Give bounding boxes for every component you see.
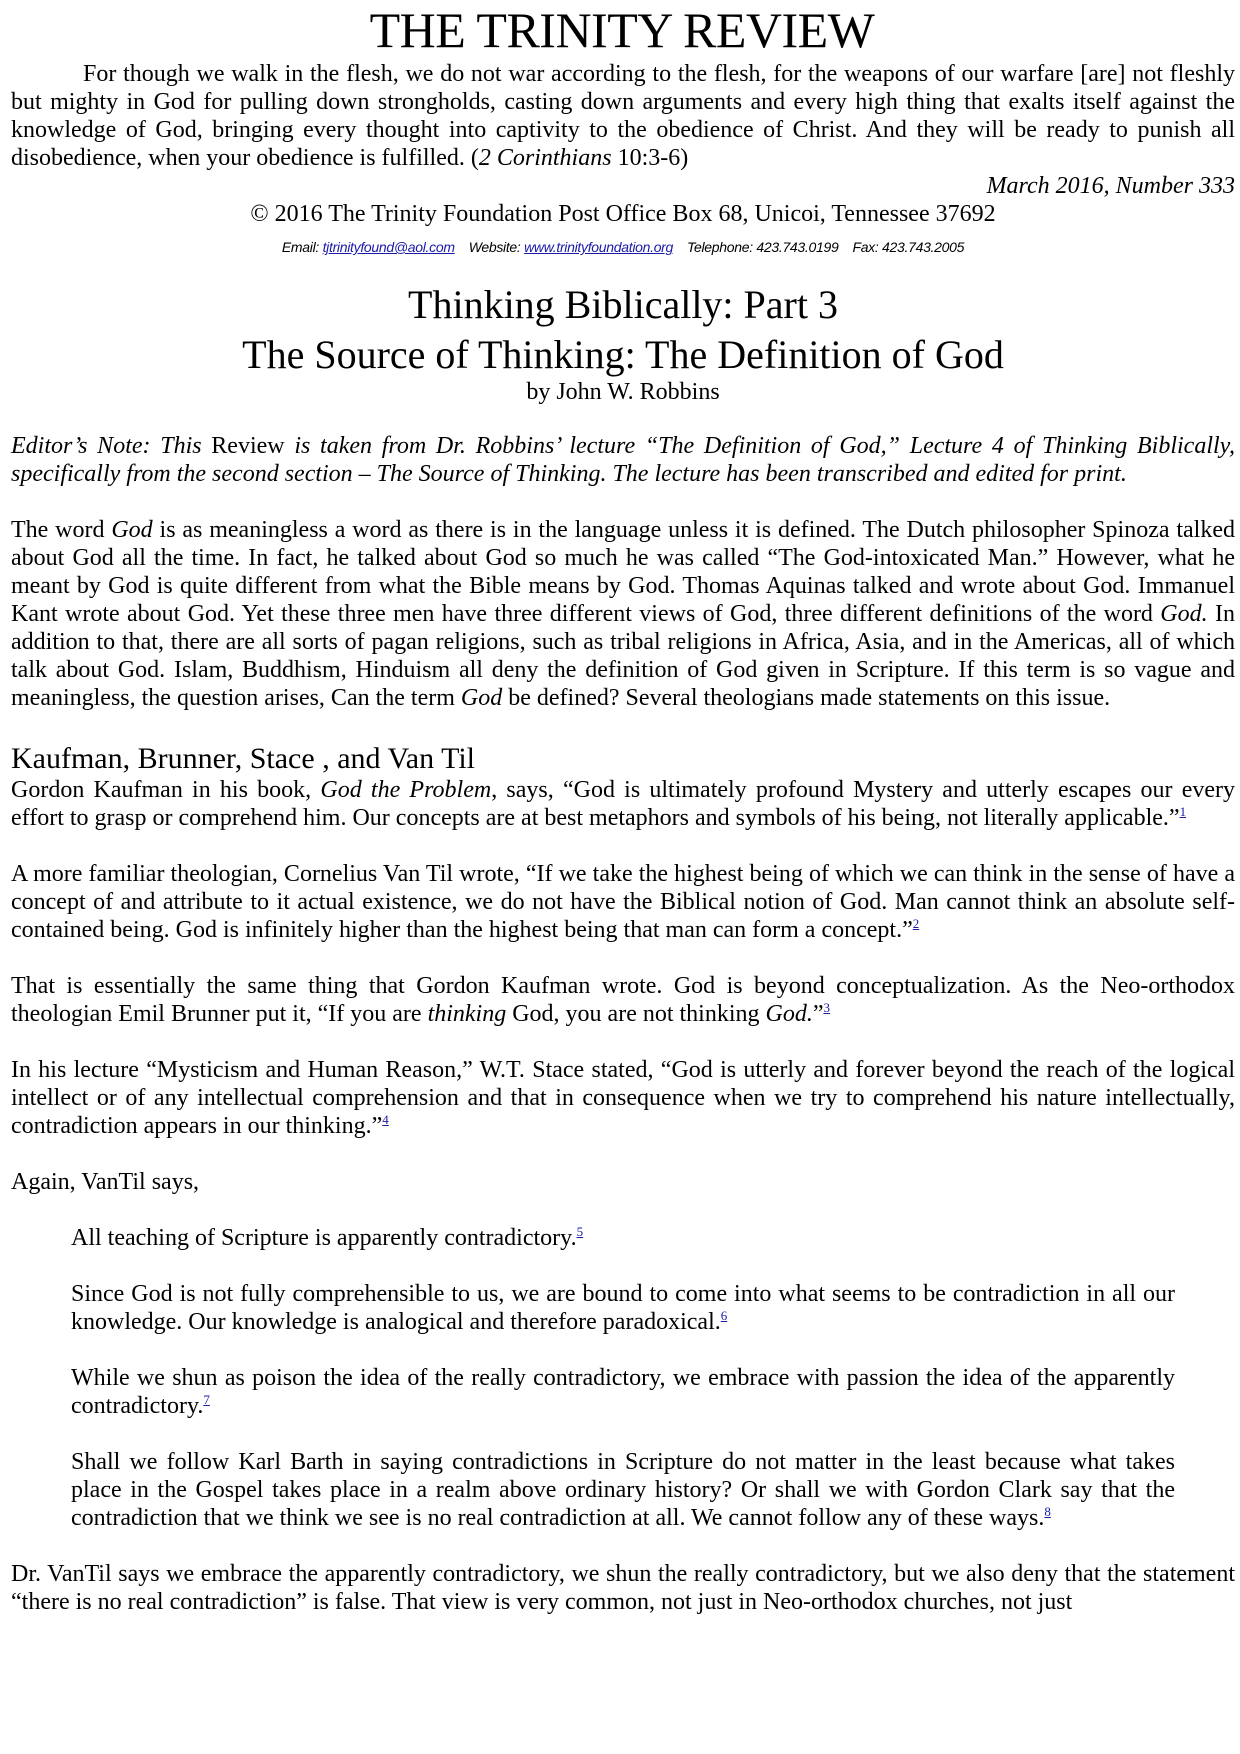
footnote-link[interactable]: 4 — [382, 1112, 389, 1127]
footnote-link[interactable]: 1 — [1179, 804, 1187, 819]
footnote-link[interactable]: 3 — [823, 1000, 831, 1015]
section-heading: Kaufman, Brunner, Stace , and Van Til — [11, 742, 476, 775]
article-title: Thinking Biblically: Part 3 The Source of Thinking: The Definition of God — [242, 282, 1004, 377]
epigraph: For though we walk in the flesh, we do not war according to the flesh, for the weapons of our warfare [are] not fleshly but mighty in God for pulling down strongholds, casting down arguments and every high thing that exalts itself against the knowledge of God, bringing every thought into captivity to the obedience of Christ. And they will be ready to punish all disobedience, when your obedience is fulfilled. (2 Corinthians 10:3-6) — [11, 61, 1235, 171]
paragraph-brunner: That is essentially the same thing that Gordon Kaufman wrote. God is beyond conceptualization. As the Neo-orthodox theologian Emil Brunner put it, “If you are thinking God, you are not thinking God.”$^3$ — [11, 973, 1235, 1027]
contact-line: Email: tjtrinityfound@aol.com Website: www.trinityfoundation.org Telephone: 423.743.0199 Fax: 423.743.2005 — [281, 239, 965, 255]
copyright-line: © 2016 The Trinity Foundation Post Office Box 68, Unicoi, Tennessee 37692 — [250, 201, 996, 227]
footnote-link[interactable]: 2 — [912, 916, 920, 931]
issue-date: March 2016, Number 333 — [986, 173, 1235, 199]
block-quote: Since God is not fully comprehensible to us, we are bound to come into what seems to be contradiction in all our knowledge. Our knowledge is analogical and therefore paradoxical.$^6$ — [71, 1281, 1175, 1335]
footnote-link[interactable]: 5 — [576, 1224, 584, 1239]
paragraph-final: Dr. VanTil says we embrace the apparently contradictory, we shun the really contradictory, but we also deny that the statement “there is no real contradiction” is false. That view is very common, not just in Neo-orthodox churches, not just — [11, 1561, 1235, 1615]
block-quote: Shall we follow Karl Barth in saying contradictions in Scripture do not matter in the least because what takes place in the Gospel takes place in a realm above ordinary history? Or shall we with Gordon Clark say that the contradiction that we think we see is no real contradiction at all. We cannot follow any of these ways.$^8$ — [71, 1449, 1175, 1531]
document-page — [11, 0, 1235, 1616]
editor-note: Editor’s Note: This Review is taken from Dr. Robbins’ lecture “The Definition of God,” Lecture 4 of Thinking Biblically, specifically from the second section – The Source of Thinking. The lecture has been transcribed and edited for print. — [11, 433, 1235, 487]
email-link[interactable]: tjtrinityfound@aol.com — [322, 239, 455, 255]
epigraph-book: 2 Corinthians — [478, 145, 612, 171]
footnote-link[interactable]: 8 — [1044, 1504, 1051, 1519]
paragraph-vantil: A more familiar theologian, Cornelius Van Til wrote, “If we take the highest being of which we can think in the sense of have a concept of and attribute to it actual existence, we do not have the Biblical notion of God. Man cannot think an absolute self-contained being. God is infinitely higher than the highest being that man can form a concept.”$^2$ — [11, 861, 1235, 943]
footnote-link[interactable]: 6 — [720, 1308, 728, 1323]
masthead-title: THE TRINITY REVIEW — [369, 2, 875, 58]
footnote-link[interactable]: 7 — [203, 1392, 210, 1407]
block-quote: All teaching of Scripture is apparently contradictory.$^5$ — [71, 1224, 584, 1251]
fax: Fax: 423.743.2005 — [852, 239, 965, 255]
byline: by John W. Robbins — [526, 379, 720, 405]
block-quote: While we shun as poison the idea of the really contradictory, we embrace with passion the idea of the apparently contradictory.$^7$ — [71, 1365, 1175, 1419]
website-link[interactable]: www.trinityfoundation.org — [524, 239, 674, 255]
paragraph-stace: In his lecture “Mysticism and Human Reason,” W.T. Stace stated, “God is utterly and forever beyond the reach of the logical intellect or of any intellectual comprehension and that in consequence when we try to comprehend his nature intellectually, contradiction appears in our thinking.”$^4$ — [11, 1057, 1235, 1139]
paragraph-again: Again, VanTil says, — [11, 1169, 200, 1195]
paragraph-intro: The word God is as meaningless a word as there is in the language unless it is defined. The Dutch philosopher Spinoza talked about God all the time. In fact, he talked about God so much he was called “The God-intoxicated Man.” However, what he meant by God is quite different from what the Bible means by God. Thomas Aquinas talked and wrote about God. Immanuel Kant wrote about God. Yet these three men have three different views of God, three different definitions of the word God. In addition to that, there are all sorts of pagan religions, such as tribal religions in Africa, Asia, and in the Americas, all of which talk about God. Islam, Buddhism, Hinduism all deny the definition of God given in Scripture. If this term is so vague and meaningless, the question arises, Can the term God be defined? Several theologians made statements on this issue. — [11, 517, 1235, 711]
telephone: Telephone: 423.743.0199 — [687, 239, 839, 255]
paragraph-kaufman: Gordon Kaufman in his book, God the Problem, says, “God is ultimately profound Mystery and utterly escapes our every effort to grasp or comprehend him. Our concepts are at best metaphors and symbols of his being, not literally applicable.”$^1$ — [11, 777, 1236, 831]
block-quotes — [71, 1224, 1175, 1532]
